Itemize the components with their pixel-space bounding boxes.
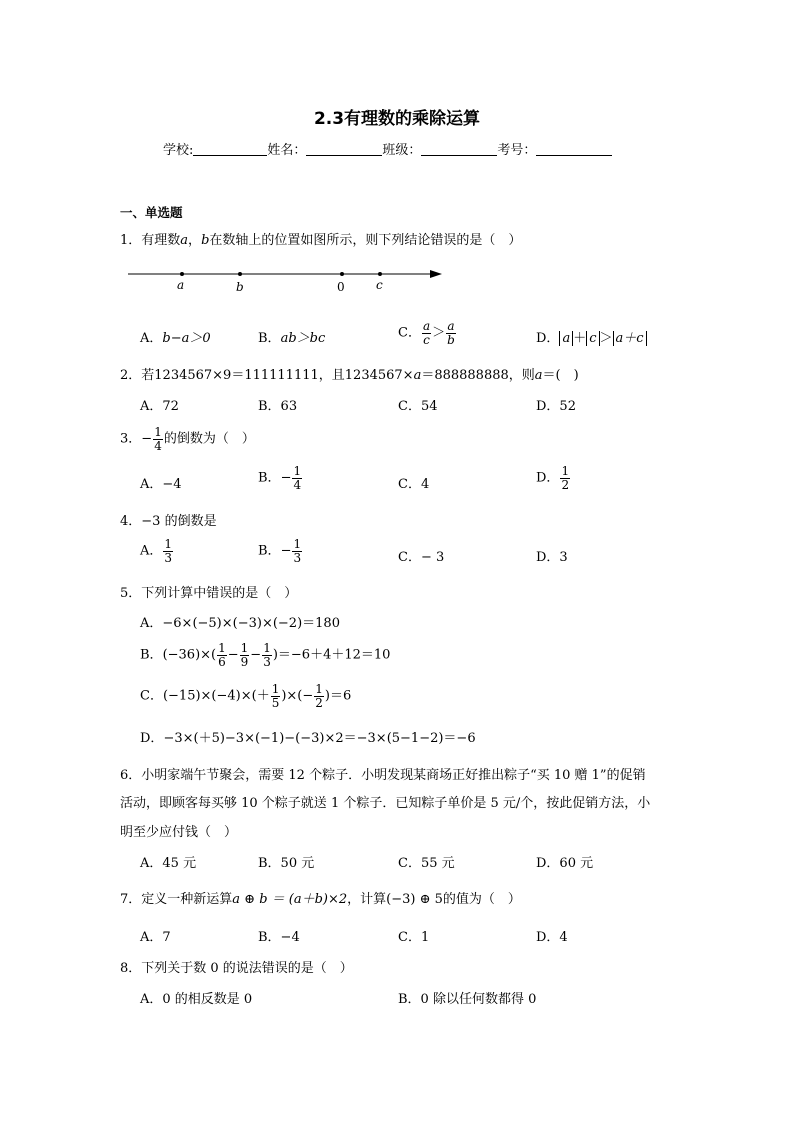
q4-option-c[interactable]: C．− 3 [398,550,445,565]
section-heading: 一、单选题 [120,205,183,220]
question-1-stem: 1．有理数a，b在数轴上的位置如图所示，则下列结论错误的是（ ） [120,233,522,248]
student-info-line [163,139,612,158]
q1-option-a[interactable]: A．b−a＞0 [140,331,211,346]
question-6-line-3: 明至少应付钱（ ） [120,825,238,840]
q5-option-c[interactable]: C．(−15)×(−4)×(＋ $\frac{1}{5}$ )×(− $\frac{1}{2}$ )＝6 [140,682,352,710]
label-c: c [376,278,383,292]
q2-option-d[interactable]: D．52 [536,399,576,414]
q8-option-b[interactable]: B．0 除以任何数都得 0 [398,992,537,1007]
q3-option-b[interactable]: B．− $\frac{1}{4}$ [258,464,302,492]
q2-option-a[interactable]: A．72 [140,399,179,414]
q1-option-c[interactable]: C． $\frac{a}{c}$ ＞ $\frac{a}{b}$ [398,319,455,347]
question-6-line-1: 6．小明家端午节聚会，需要 12 个粽子．小明发现某商场正好推出粽子“买 10 赠 1”的促销 [120,768,646,783]
q1-option-d[interactable]: D． a ＋ c ＞ a＋c [536,327,647,346]
q7-option-c[interactable]: C．1 [398,930,430,945]
class-label: 班级： [382,143,422,158]
q7-option-a[interactable]: A．7 [140,930,171,945]
point-c [378,272,382,276]
q2-option-b[interactable]: B．63 [258,399,298,414]
question-6-line-2: 活动，即顾客每买够 10 个粽子就送 1 个粽子．已知粽子单价是 5 元/个，按此促销方法，小 [120,796,651,811]
q7-option-d[interactable]: D．4 [536,930,568,945]
question-8-stem: 8．下列关于数 0 的说法错误的是（ ） [120,961,353,976]
q7-option-b[interactable]: B．−4 [258,930,300,945]
q2-option-c[interactable]: C．54 [398,399,438,414]
q4-option-d[interactable]: D．3 [536,550,568,565]
class-blank[interactable] [421,141,497,156]
point-a [180,272,184,276]
q3-option-c[interactable]: C．4 [398,477,430,492]
q6-option-c[interactable]: C．55 元 [398,856,455,871]
q3-option-a[interactable]: A．−4 [140,477,182,492]
question-4-stem: 4．−3 的倒数是 [120,514,217,529]
label-a: a [177,278,185,292]
label-zero: 0 [337,280,345,294]
number-line-figure [124,262,454,298]
id-label: 考号： [497,143,537,158]
point-b [238,272,242,276]
q6-option-b[interactable]: B．50 元 [258,856,315,871]
q4-option-b[interactable]: B．− $\frac{1}{3}$ [258,537,302,565]
point-zero [340,272,344,276]
name-blank[interactable] [306,141,382,156]
q1-option-b[interactable]: B．ab＞bc [258,331,326,346]
question-2-stem: 2．若1234567×9＝111111111，且1234567×a＝888888888，则a＝( ) [120,368,579,383]
q3-option-d[interactable]: D． $\frac{1}{2}$ [536,464,570,492]
question-3-stem: 3．− $\frac{1}{4}$ 的倒数为（ ） [120,425,255,453]
page-title: 2.3有理数的乘除运算 [313,109,481,129]
q6-option-a[interactable]: A．45 元 [140,856,197,871]
q5-option-a[interactable]: A．−6×(−5)×(−3)×(−2)＝180 [140,616,340,631]
q8-option-a[interactable]: A．0 的相反数是 0 [140,992,253,1007]
q6-option-d[interactable]: D．60 元 [536,856,594,871]
q5-option-b[interactable]: B．(−36)×( $\frac{1}{6}$ − $\frac{1}{9}$ − $\frac{1}{3}$ )＝−6＋4＋12＝10 [140,641,391,669]
name-label: 姓名： [267,143,307,158]
school-blank[interactable] [193,141,267,156]
school-label: 学校: [163,143,194,158]
q5-option-d[interactable]: D．−3×(＋5)−3×(−1)−(−3)×2＝−3×(5−1−2)＝−6 [140,731,476,746]
q4-option-a[interactable]: A． $\frac{1}{3}$ [140,537,173,565]
id-blank[interactable] [536,141,612,156]
question-5-stem: 5．下列计算中错误的是（ ） [120,586,298,601]
number-line-arrow [430,270,442,278]
label-b: b [236,280,244,294]
question-7-stem: 7．定义一种新运算a ⊕ b ＝ (a＋b)×2，计算(−3) ⊕ 5的值为（ ） [120,892,521,907]
